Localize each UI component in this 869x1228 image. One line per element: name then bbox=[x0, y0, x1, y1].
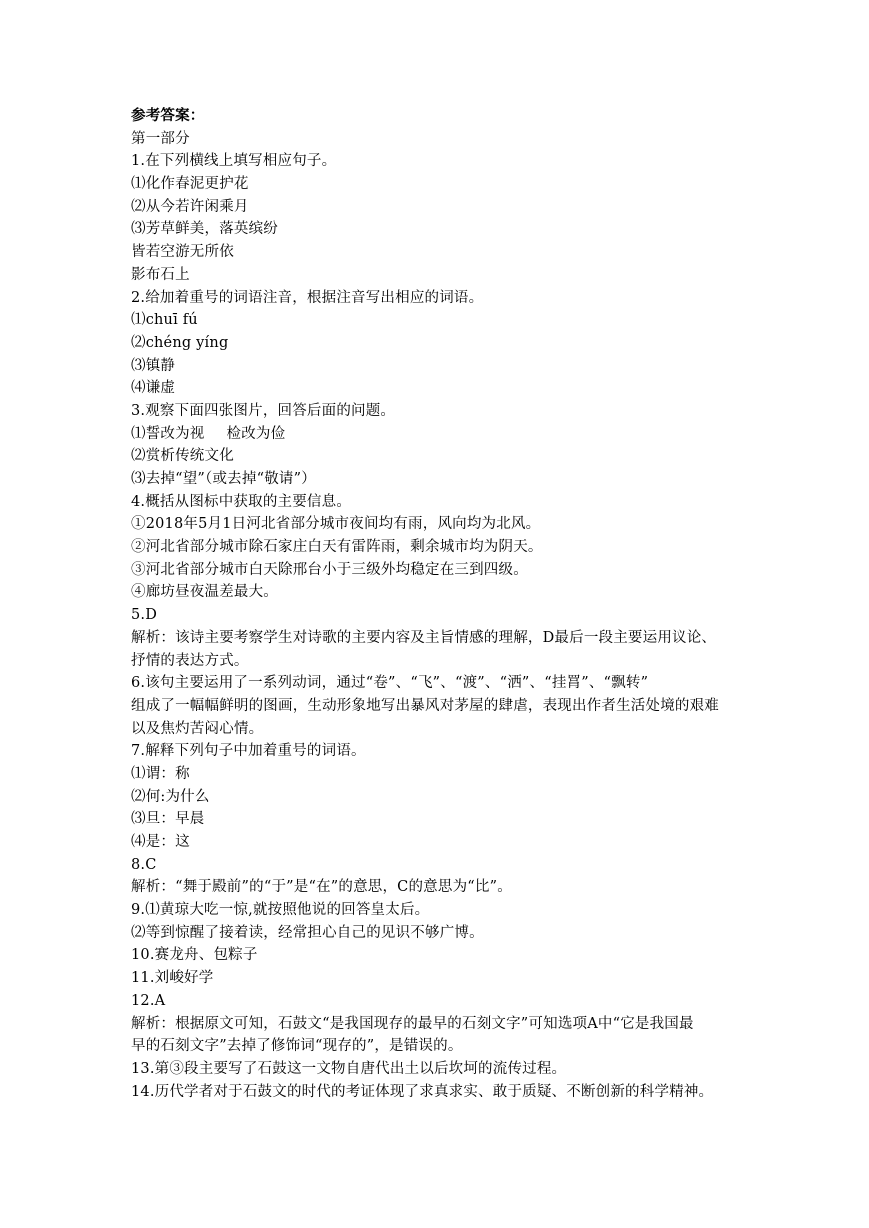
q3-answer-1a: ⑴誓改为视 bbox=[131, 425, 205, 442]
q4-answer-1: ①2018年5月1日河北省部分城市夜间均有雨，风向均为北风。 bbox=[131, 516, 541, 533]
q8-answer: 8.C bbox=[131, 856, 157, 873]
q5-answer: 5.D bbox=[131, 607, 158, 624]
q12-explanation-1: 解析：根据原文可知，石鼓文“是我国现存的最早的石刻文字”可知选项A中“它是我国最 bbox=[131, 1015, 694, 1032]
q2-question: 2.给加着重号的词语注音，根据注音写出相应的词语。 bbox=[131, 289, 484, 306]
q9-answer-1: 9.⑴黄琼大吃一惊,就按照他说的回答皇太后。 bbox=[131, 902, 430, 919]
q5-explanation-2: 抒情的表达方式。 bbox=[131, 652, 249, 669]
q5-explanation-1: 解析：该诗主要考察学生对诗歌的主要内容及主旨情感的理解，D最后一段主要运用议论、 bbox=[131, 629, 717, 646]
q2-answer-2: ⑵chéng yíng bbox=[131, 334, 229, 351]
q3-question: 3.观察下面四张图片，回答后面的问题。 bbox=[131, 402, 396, 419]
answer-title: 参考答案： bbox=[131, 107, 205, 124]
q12-answer: 12.A bbox=[131, 992, 166, 1009]
q1-answer-1: ⑴化作春泥更护花 bbox=[131, 176, 249, 193]
q1-answer-4: 皆若空游无所依 bbox=[131, 244, 234, 261]
q6-answer-1: 6.该句主要运用了一系列动词，通过“卷”、“飞”、“渡”、“洒”、“挂罥”、“飘转” bbox=[131, 675, 649, 692]
q4-answer-2: ②河北省部分城市除石家庄白天有雷阵雨，剩余城市均为阴天。 bbox=[131, 539, 543, 556]
q1-answer-3: ⑶芳草鲜美，落英缤纷 bbox=[131, 221, 278, 238]
q10-answer: 10.赛龙舟、包粽子 bbox=[131, 947, 258, 964]
q7-question: 7.解释下列句子中加着重号的词语。 bbox=[131, 743, 366, 760]
q4-answer-3: ③河北省部分城市白天除邢台小于三级外均稳定在三到四级。 bbox=[131, 561, 528, 578]
q7-answer-4: ⑷是：这 bbox=[131, 834, 190, 850]
q4-answer-4: ④廊坊昼夜温差最大。 bbox=[131, 584, 278, 601]
q8-explanation: 解析：“舞于殿前”的“于”是“在”的意思，C的意思为“比”。 bbox=[131, 879, 512, 896]
q6-answer-3: 以及焦灼苦闷心情。 bbox=[131, 720, 264, 737]
q1-question: 1.在下列横线上填写相应句子。 bbox=[131, 153, 337, 170]
q2-answer-3: ⑶镇静 bbox=[131, 357, 176, 374]
q4-question: 4.概括从图标中获取的主要信息。 bbox=[131, 493, 352, 510]
q14-answer: 14.历代学者对于石鼓文的时代的考证体现了求真求实、敢于质疑、不断创新的科学精神。 bbox=[131, 1083, 714, 1100]
q3-answer-2: ⑵赏析传统文化 bbox=[131, 448, 234, 465]
q6-answer-2: 组成了一幅幅鲜明的图画，生动形象地写出暴风对茅屋的肆虐，表现出作者生活处境的艰难 bbox=[131, 697, 719, 714]
q3-answer-3: ⑶去掉“望”（或去掉“敬请”） bbox=[131, 471, 316, 487]
q7-answer-2: ⑵何:为什么 bbox=[131, 788, 210, 805]
part-heading: 第一部分 bbox=[131, 130, 190, 147]
q9-answer-2: ⑵等到惊醒了接着读，经常担心自己的见识不够广博。 bbox=[131, 924, 484, 941]
q7-answer-3: ⑶旦：早晨 bbox=[131, 811, 205, 828]
q2-answer-4: ⑷谦虚 bbox=[131, 380, 176, 397]
q12-explanation-2: 早的石刻文字”去掉了修饰词“现存的”，是错误的。 bbox=[131, 1038, 463, 1055]
q3-answer-1 bbox=[131, 423, 741, 446]
q3-answer-1b: 检改为俭 bbox=[226, 425, 286, 442]
q13-answer: 13.第③段主要写了石鼓这一文物自唐代出土以后坎坷的流传过程。 bbox=[131, 1060, 567, 1077]
q7-answer-1: ⑴谓：称 bbox=[131, 765, 190, 782]
answer-document bbox=[131, 105, 741, 1103]
q1-answer-2: ⑵从今若许闲乘月 bbox=[131, 198, 249, 215]
q2-answer-1: ⑴chuī fú bbox=[131, 312, 198, 329]
q1-answer-5: 影布石上 bbox=[131, 266, 190, 283]
q11-answer: 11.刘峻好学 bbox=[131, 970, 214, 987]
